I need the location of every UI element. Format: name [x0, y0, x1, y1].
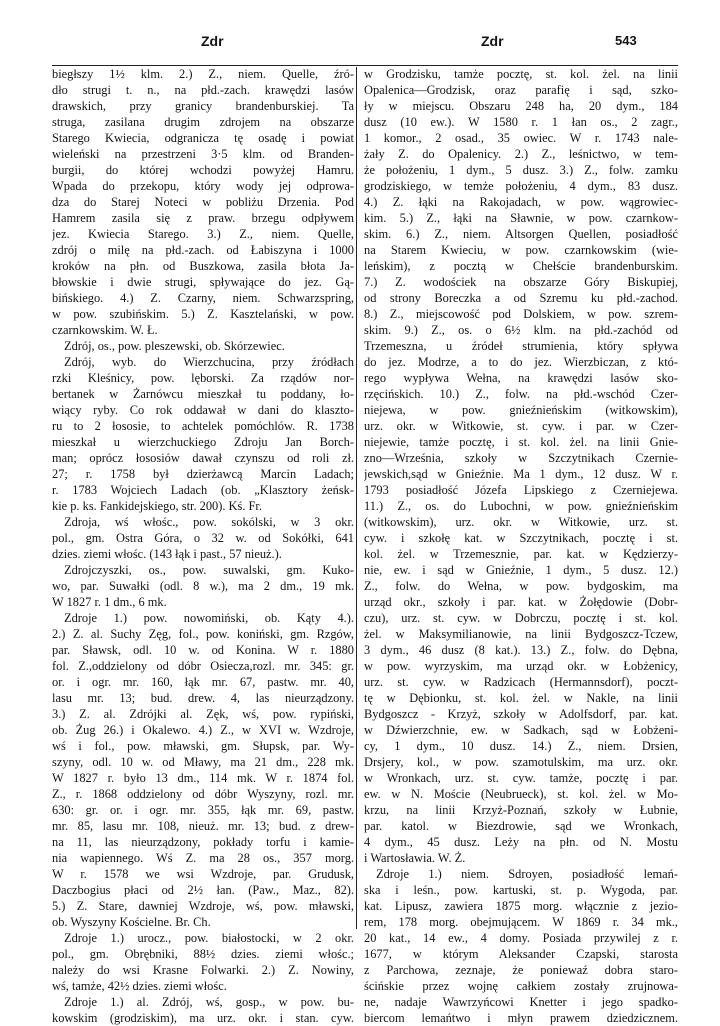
- text-line: wś i fol., pow. mławski, gm. Słupsk, par. Wy-: [52, 739, 354, 753]
- text-line: 630: gr. or. i ogr. mr. 355, łąk mr. 69, pastw.: [52, 803, 354, 817]
- text-line: drawskich, przy granicy brandenburskiej. Ta: [52, 99, 354, 113]
- text-line: Zdroje 1.) pow. nowomiński, ob. Kąty 4.).: [64, 611, 354, 625]
- text-line: kowskim (grodziskim), ma urz. okr. i stan. cyw.: [52, 1011, 354, 1025]
- text-line: jez. Kwiecia Starego. 3.) Z., niem. Quelle,: [52, 227, 354, 241]
- text-line: na 11, las nieurządzony, pokłady torfu i kamie-: [52, 835, 354, 849]
- text-line: w Dźwierzchnie, ew. w Sadkach, sąd w Łobżeni-: [364, 723, 678, 737]
- text-line: ob. Wyszyny Kościelne. Br. Ch.: [52, 915, 211, 929]
- text-line: wś, tamże, 42½ dzies. ziemi włośc.: [52, 979, 227, 993]
- text-line: ob. Żug 26.) i Okalewo. 4.) Z., w XVI w. Wzdroje,: [52, 723, 354, 737]
- text-line: 4 dym., 45 dusz. Leży na płn. od N. Mostu: [364, 835, 678, 849]
- text-line: w Grodzisku, tamże pocztę, st. kol. żel. na linii: [364, 67, 678, 81]
- text-line: urz. st. cyw. w Radzicach (Hermannsdorf), poczt-: [364, 675, 678, 689]
- page-number: 543: [615, 33, 637, 48]
- text-line: fol. Z.,oddzielony od dóbr Osiecza,rozl. mr. 345: gr.: [52, 659, 354, 673]
- text-line: Zdroje 1.) niem. Sdroyen, posiadłość lemań-: [376, 867, 678, 881]
- text-line: 5.) Z. Stare, dawniej Wzdroje, wś, pow. mławski,: [52, 899, 354, 913]
- text-line: W 1827 r. 1 dm., 6 mk.: [52, 595, 167, 609]
- text-line: błowskie i dwie strugi, spływające do jez. Gą-: [52, 275, 354, 289]
- text-line: kie p. ks. Fankidejskiego, str. 200). Kś. Fr.: [52, 499, 262, 513]
- left-column: [52, 66, 354, 1026]
- text-line: wieleński na przestrzeni 3·5 klm. od Branden-: [52, 147, 354, 161]
- text-line: Zdroja, wś włośc., pow. sokólski, w 3 okr.: [64, 515, 354, 529]
- text-line: szyny, odl. 10 w. od Mławy, ma 21 dm., 228 mk.: [52, 755, 354, 769]
- text-line: w Wronkach, urz. st. cyw. tamże, pocztę i par.: [364, 771, 678, 785]
- text-line: Drsjery, kol., w pow. szamotulskim, ma urz. okr.: [364, 755, 678, 769]
- text-line: Zdroje 1.) al. Zdrój, wś, gosp., w pow. bu-: [64, 995, 354, 1009]
- text-line: Zdrój, wyb. do Wierzchucina, przy źródłach: [64, 355, 354, 369]
- text-line: bertanek w Żarnówcu mieszkał tu poddany, ło-: [52, 387, 354, 401]
- text-line: rzki Kleśnicy, pow. lęborski. Za rządów nor-: [52, 371, 354, 385]
- text-line: rego wypływa Wełna, na krawędzi lasów sko-: [364, 371, 678, 385]
- text-line: tę w Dębionku, st. kol. żel. w Nakle, na linii: [364, 691, 678, 705]
- text-line: Trzemeszna, u źródeł strumienia, który spływa: [364, 339, 678, 353]
- text-line: 8.) Z., miejscowość pod Dolskiem, w pow. szrem-: [364, 307, 678, 321]
- text-line: zdrój o milę na płd.-zach. od Łabiszyna i 1000: [52, 243, 354, 257]
- text-line: r. 1783 Wojciech Ladach (ob. „Klasztory żeńsk-: [52, 483, 354, 497]
- text-line: (witkowskim), urz. okr. w Witkowie, urz. st.: [364, 515, 678, 529]
- text-line: Z., r. 1868 oddzielony od dóbr Wyszyny, rozl. mr.: [52, 787, 354, 801]
- text-line: nia wapiennego. Wś Z. ma 28 os., 357 morg.: [52, 851, 354, 865]
- text-line: Bydgoszcz - Krzyż, szkoły w Adolfsdorf, par. kat.: [364, 707, 678, 721]
- text-line: man; oprócz łososiów dawał czynszu od roli zł.: [52, 451, 354, 465]
- text-line: czu), urz. st. cyw. w Dobrczu, pocztę i st. kol.: [364, 611, 678, 625]
- text-line: Daczbogius płaci od 2½ łan. (Paw., Maz., 82).: [52, 883, 354, 897]
- text-line: pol., gm. Ostra Góra, o 32 w. od Sokółki, 641: [52, 531, 354, 545]
- text-line: Starego Kwiecia, odgranicza tę osadę i powiat: [52, 131, 354, 145]
- text-line: należy do wsi Krasne Folwarki. 2.) Z. Nowiny,: [52, 963, 354, 977]
- text-line: krzu, na linii Krzyż-Poznań, szkoły w Łubnie,: [364, 803, 678, 817]
- text-line: ły w miejscu. Obszaru 248 ha, 20 dym., 184: [364, 99, 678, 113]
- text-line: leńskim), z pocztą w Chełście brandenburskim.: [364, 259, 678, 273]
- text-line: W r. 1578 we wsi Wzdroje, par. Grudusk,: [52, 867, 354, 881]
- text-line: jewskich,sąd w Gnieźnie. Ma 1 dym., 12 dusz. W r.: [364, 467, 678, 481]
- text-line: Zdroje 1.) urocz., pow. białostocki, w 2 okr.: [64, 931, 354, 945]
- text-line: biercom lemańtwo i młyn prawem dziedzicznem.: [364, 1011, 678, 1025]
- text-line: ne, nadaje Wawrzyńcowi Knetter i jego spadko-: [364, 995, 678, 1009]
- text-line: kat. Lipusz, zawiera 1875 morg. włącznie z jezio-: [364, 899, 678, 913]
- text-line: mieszkał u wierzchuckiego Zdroju Jan Borch-: [52, 435, 354, 449]
- right-column: [364, 66, 678, 1026]
- text-line: dusz (10 ew.). W 1580 r. 1 łan os., 2 zagr.,: [364, 115, 678, 129]
- text-line: 3 dym., 46 dusz (8 kat.). 13.) Z., folw. do Dębna,: [364, 643, 678, 657]
- text-line: 11.) Z., os. do Lubochni, w pow. gnieźnieńskim: [364, 499, 678, 513]
- text-line: 4.) Z. łąki na Rakojadach, w pow. wągrowiec-: [364, 195, 678, 209]
- text-line: 1 komor., 2 osad., 35 owiec. W r. 1743 nale-: [364, 131, 678, 145]
- text-line: mr. 85, lasu mr. 108, nieuż. mr. 13; bud. z drew-: [52, 819, 354, 833]
- text-line: żały Z. do Opalenicy. 2.) Z., leśnictwo, w tem-: [364, 147, 678, 161]
- text-line: wo, par. Suwałki (odl. 8 w.), ma 2 dm., 19 mk.: [52, 579, 354, 593]
- text-line: ścińskie przez wojnę całkiem zostały zrujnowa-: [364, 979, 678, 993]
- text-line: par. katol. w Biezdrowie, sąd we Wronkach,: [364, 819, 678, 833]
- text-line: ska i leśn., pow. kartuski, st. p. Wygoda, par.: [364, 883, 678, 897]
- text-line: skim. 9.) Z., os. o 6½ klm. na płd.-zachód od: [364, 323, 678, 337]
- text-line: urz. okr. w Witkowie, st. cyw. i par. w Czer-: [364, 419, 678, 433]
- text-line: zno—Września, szkoły w Szczytnikach Czernie-: [364, 451, 678, 465]
- text-line: bińskiego. 4.) Z. Czarny, niem. Schwarzspring,: [52, 291, 354, 305]
- text-line: Hamrem zasila się z praw. brzegu odpływem: [52, 211, 354, 225]
- text-line: burgii, do której wchodzi powyżej Hamru.: [52, 163, 354, 177]
- text-line: 1677, w którym Aleksander Czapski, starosta: [364, 947, 678, 961]
- text-line: cy, 1 dym., 10 dusz. 14.) Z., niem. Drsien,: [364, 739, 678, 753]
- text-line: struga, zasilana drugim zdrojem na obszarze: [52, 115, 354, 129]
- text-line: ew. w N. Moście (Neubrueck), st. kol. żel. w Mo-: [364, 787, 678, 801]
- text-line: 1793 posiadłość Józefa Lipskiego z Czerniejewa.: [364, 483, 678, 497]
- text-line: W 1827 r. było 13 dm., 114 mk. W r. 1874 fol.: [52, 771, 354, 785]
- text-line: Z., folw. do Wełna, w pow. bydgoskim, ma: [364, 579, 678, 593]
- text-line: z Parchowa, zeznaje, że poniewaź dobra staro-: [364, 963, 678, 977]
- text-line: lasu mr. 13; bud. drew. 4, las nieurządzony.: [52, 691, 354, 705]
- text-line: na Starem Kwieciu, w pow. czarnkowskim (wie-: [364, 243, 678, 257]
- text-line: 7.) Z. wodościek na obszarze Góry Biskupiej,: [364, 275, 678, 289]
- text-line: urząd okr., szkoły i par. kat. w Żołędowie (Dobr-: [364, 595, 678, 609]
- text-line: grodziskiego, w temże położeniu, 4 dym., 83 dusz.: [364, 179, 678, 193]
- text-line: 3.) Z. al. Zdrójki al. Zęk, wś, pow. rypiński,: [52, 707, 354, 721]
- text-line: Zdrój, os., pow. pleszewski, ob. Skórzewiec.: [64, 339, 285, 353]
- text-line: kim. 5.) Z., łąki na Sławnie, w pow. czarnkow-: [364, 211, 678, 225]
- text-line: or. i ogr. mr. 160, łąk mr. 67, pastw. mr. 40,: [52, 675, 354, 689]
- text-line: skim. 6.) Z., niem. Altsorgen Quellen, posiadłość: [364, 227, 678, 241]
- text-line: 27; r. 1758 był dzierżawcą Marcin Ladach;: [52, 467, 354, 481]
- text-line: i Wartosławia. W. Ż.: [364, 851, 466, 865]
- text-line: do jez. Modrze, a to do jez. Wierzbiczan, z któ-: [364, 355, 678, 369]
- running-head-right: Zdr: [481, 33, 504, 49]
- text-line: w pow. wyrzyskim, ma urząd okr. w Łobżenicy,: [364, 659, 678, 673]
- text-line: czarnkowskim. W. Ł.: [52, 323, 158, 337]
- text-line: w pow. szubińskim. 5.) Z. Kasztelański, w pow.: [52, 307, 354, 321]
- text-line: dza do Starej Noteci w pobliżu Drzenia. Pod: [52, 195, 354, 209]
- text-line: biegłszy 1½ klm. 2.) Z., niem. Quelle, źró-: [52, 67, 354, 81]
- text-line: rzęcińskich. 10.) Z., folw. na płd.-wschód Czer-: [364, 387, 678, 401]
- text-line: dzies. ziemi włośc. (143 łąk i past., 57 nieuż.).: [52, 547, 282, 561]
- text-line: kol. żel. w Trzemesznie, par. kat. w Kędzierzy-: [364, 547, 678, 561]
- text-line: cyw. i szkołę kat. w Szczytnikach, pocztę i st.: [364, 531, 678, 545]
- text-line: rem, 178 morg. obejmującem. W 1869 r. 34 mk.,: [364, 915, 678, 929]
- text-line: ru to 2 łososie, to achtelek pomóchlów. R. 1738: [52, 419, 354, 433]
- text-line: par. Sławsk, odl. 10 w. od Konina. W r. 1880: [52, 643, 354, 657]
- text-line: pol., gm. Obrębniki, 88½ dzies. ziemi włośc.;: [52, 947, 354, 961]
- text-line: 20 kat., 14 ew., 4 domy. Posiada przywilej z r.: [364, 931, 678, 945]
- text-line: że położeniu, 1 dym., 5 dusz. 3.) Z., folw. zamku: [364, 163, 678, 177]
- text-line: żel. w Maksymilianowie, na linii Bydgoszcz-Tczew,: [364, 627, 678, 641]
- text-line: niejewa, w pow. gnieźnieńskim (witkowskim),: [364, 403, 678, 417]
- text-line: dło strugi t. n., na płd.-zach. krawędzi lasów: [52, 83, 354, 97]
- column-divider: [356, 67, 357, 929]
- running-head-left: Zdr: [201, 33, 224, 49]
- text-line: Opalenica—Grodzisk, oraz parafię i sąd, szko-: [364, 83, 678, 97]
- text-line: wiący ryby. Co rok oddawał w dani do klaszto-: [52, 403, 354, 417]
- text-line: niejewie, tamże pocztę, i st. kol. żel. na linii Gnie-: [364, 435, 678, 449]
- text-line: nie, ew. i sąd w Gnieźnie, 1 dym., 5 dusz. 12.): [364, 563, 678, 577]
- text-line: Zdrojczyszki, os., pow. suwalski, gm. Kuko-: [64, 563, 354, 577]
- text-line: kroków na płn. od Buszkowa, zasila błota Ja-: [52, 259, 354, 273]
- text-line: Wpada do przekopu, który wody jej odprowa-: [52, 179, 354, 193]
- text-line: od strony Boreczka a od Szremu ku płd.-zachod.: [364, 291, 678, 305]
- text-line: 2.) Z. al. Suchy Zęg, fol., pow. koniński, gm. Rzgów,: [52, 627, 354, 641]
